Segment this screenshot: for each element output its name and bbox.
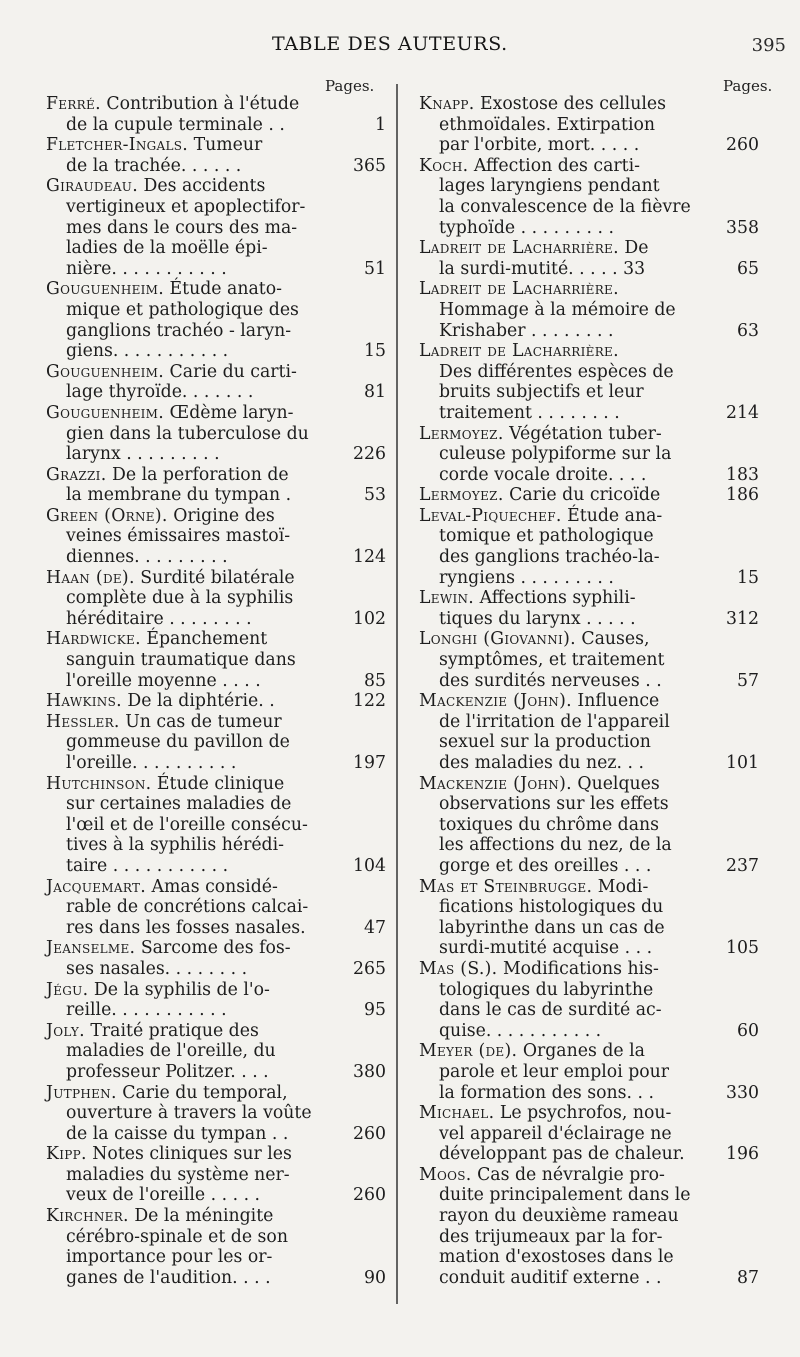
entry-title-start: Affections syphili-	[474, 588, 636, 609]
author-name: Michael.	[419, 1103, 495, 1124]
entry-page-number: 226	[353, 444, 386, 465]
index-entry	[46, 465, 386, 506]
entry-line: maladies du système ner-	[66, 1164, 290, 1185]
index-entry	[46, 94, 386, 135]
entry-line: taire . . . . . . . . . . .	[66, 855, 229, 876]
entry-line: parole et leur emploi pour	[439, 1061, 670, 1082]
entry-line: res dans les fosses nasales.	[66, 917, 306, 938]
entry-line: vertigineux et apoplectifor-	[66, 196, 306, 217]
entry-line: rable de concrétions calcai-	[66, 897, 309, 918]
entry-line: vel appareil d'éclairage ne	[439, 1123, 672, 1144]
author-name: Leval-Piquechef.	[419, 505, 562, 526]
entry-page-number: 260	[353, 1123, 386, 1144]
entry-line: professeur Politzer. . . .	[66, 1061, 269, 1082]
entry-line: reille. . . . . . . . . . .	[66, 1000, 227, 1021]
entry-page-number: 183	[726, 464, 759, 485]
entry-line	[46, 465, 386, 486]
index-entry	[46, 1021, 386, 1083]
entry-line: ganglions trachéo - laryn-	[66, 320, 292, 341]
entry-title-start: Végétation tuber-	[503, 423, 662, 444]
author-name: Lermoyez.	[419, 485, 504, 506]
entry-line	[46, 938, 386, 959]
entry-text	[46, 568, 386, 630]
entry-line: duite principalement dans le	[439, 1185, 691, 1206]
entry-page-number: 104	[353, 855, 386, 876]
entry-line	[419, 691, 759, 712]
entry-line	[419, 1103, 759, 1124]
entry-line: nière. . . . . . . . . . .	[66, 258, 227, 279]
entry-page-number: 47	[364, 917, 386, 938]
entry-line: ouverture à travers la voûte	[66, 1103, 312, 1124]
entry-line: par l'orbite, mort. . . . .	[439, 135, 640, 156]
entry-page-number: 237	[726, 855, 759, 876]
author-name: Green (Orne).	[46, 505, 168, 526]
entry-line	[419, 424, 759, 445]
entry-title-start: Notes cliniques sur les	[86, 1144, 292, 1165]
index-entry	[46, 1206, 386, 1288]
entry-title-start: De la diphtérie. .	[121, 691, 275, 712]
entry-page-number: 90	[364, 1267, 386, 1288]
entry-line: bruits subjectifs et leur	[439, 382, 644, 403]
entry-title-start: Œdème laryn-	[164, 402, 294, 423]
entry-line: les affections du nez, de la	[439, 835, 672, 856]
entry-line: l'oreille. . . . . . . . . .	[66, 753, 237, 773]
author-name: Knapp.	[419, 94, 475, 114]
entry-title-start: De la syphilis de l'o-	[88, 979, 270, 1000]
entry-line	[419, 1041, 759, 1062]
index-entry	[46, 135, 386, 176]
entry-line: larynx . . . . . . . . .	[66, 444, 220, 465]
entry-line: sanguin traumatique dans	[66, 650, 296, 671]
index-entry	[419, 424, 759, 486]
entry-title-start: Modi-	[592, 876, 649, 897]
entry-title-start: Étude anato-	[164, 279, 282, 300]
entry-line	[419, 506, 759, 527]
entry-line: quise. . . . . . . . . . .	[439, 1020, 602, 1041]
entry-title-start: De	[618, 238, 649, 259]
entry-text	[46, 774, 386, 877]
author-name: Kirchner.	[46, 1206, 129, 1227]
entry-page-number: 60	[737, 1020, 759, 1041]
entry-title-start: Quelques	[571, 773, 660, 794]
entry-line: veines émissaires mastoï-	[66, 526, 291, 547]
entry-line	[419, 156, 759, 177]
entry-line: Krishaber . . . . . . . .	[439, 320, 614, 341]
entry-line: toxiques du chrôme dans	[439, 814, 660, 835]
entry-line	[419, 629, 759, 650]
entry-title-start: Carie du carti-	[164, 361, 297, 382]
entry-line	[46, 629, 386, 650]
author-name: Ladreit de Lacharrière.	[419, 238, 619, 259]
entry-title-start: Épanchement	[140, 629, 268, 650]
entry-line: gommeuse du pavillon de	[66, 732, 290, 753]
entry-line: observations sur les effets	[439, 794, 669, 815]
entry-line: Des différentes espèces de	[439, 361, 674, 382]
entry-line	[46, 774, 386, 795]
index-entry	[46, 938, 386, 979]
author-name: Gouguenheim.	[46, 361, 165, 382]
entry-line: ganes de l'audition. . . .	[66, 1267, 271, 1288]
entry-line: ses nasales. . . . . . . .	[66, 958, 248, 979]
entry-line	[46, 135, 386, 156]
entry-line: la formation des sons. . .	[439, 1082, 654, 1103]
entry-page-number: 53	[364, 485, 386, 506]
author-name: Jacquemart.	[46, 876, 147, 897]
index-entry	[419, 588, 759, 629]
entry-text	[46, 712, 386, 774]
author-name: Jutphen.	[46, 1082, 117, 1103]
entry-page-number: 260	[726, 135, 759, 156]
page-header	[0, 33, 800, 65]
entry-text	[46, 980, 386, 1021]
entry-line: de l'irritation de l'appareil	[439, 711, 670, 732]
index-entry	[419, 341, 759, 423]
entry-title-start: Cas de névralgie pro-	[471, 1164, 665, 1185]
entry-page-number: 87	[737, 1267, 759, 1288]
entry-line: l'oreille moyenne . . . .	[66, 670, 261, 691]
index-entry	[46, 506, 386, 568]
entry-page-number: 15	[737, 567, 759, 588]
author-name: Grazzi.	[46, 464, 107, 485]
author-name: Longhi (Giovanni).	[419, 629, 576, 650]
entry-text	[46, 94, 386, 135]
entry-line	[46, 362, 386, 383]
index-entry	[419, 1103, 759, 1165]
index-entry	[419, 959, 759, 1041]
entry-text	[46, 629, 386, 691]
index-entry	[46, 176, 386, 279]
author-name: Fletcher-Ingals.	[46, 135, 189, 156]
index-entry	[46, 403, 386, 465]
entry-text	[46, 279, 386, 361]
entry-line: tiques du larynx . . . . .	[439, 608, 636, 629]
column-divider	[396, 84, 398, 1304]
entry-text	[46, 1144, 386, 1206]
author-name: Jeanselme.	[46, 938, 136, 959]
author-name: Mackenzie (John).	[419, 773, 572, 794]
entry-line: Hommage à la mémoire de	[439, 299, 676, 320]
entry-page-number: 260	[353, 1185, 386, 1206]
entry-text	[46, 877, 386, 939]
author-name: Giraudeau.	[46, 176, 139, 197]
entry-line: des trijumeaux par la for-	[439, 1226, 663, 1247]
entry-line: des maladies du nez. . .	[439, 753, 644, 773]
entry-text	[46, 938, 386, 979]
entry-page-number: 102	[353, 608, 386, 629]
entry-text	[46, 465, 386, 506]
entry-title-start: Causes,	[575, 629, 650, 650]
entry-page-number: 63	[737, 320, 759, 341]
entry-line: des ganglions trachéo-la-	[439, 547, 660, 568]
entry-line	[46, 506, 386, 527]
author-name: Hutchinson.	[46, 773, 152, 794]
entry-page-number: 380	[353, 1061, 386, 1082]
index-entry	[46, 568, 386, 630]
entry-line	[46, 403, 386, 424]
entry-line	[46, 1144, 386, 1165]
entry-line	[419, 588, 759, 609]
entry-title-start: Surdité bilatérale	[134, 567, 295, 588]
author-name: Hawkins.	[46, 691, 122, 712]
entry-line	[419, 341, 759, 362]
entry-line: importance pour les or-	[66, 1247, 273, 1268]
entry-page-number: 122	[353, 691, 386, 712]
entry-line: de la cupule terminale . .	[66, 114, 285, 135]
entry-title-start: Origine des	[167, 505, 275, 526]
author-name: Haan (de).	[46, 567, 135, 588]
index-entry	[419, 485, 759, 506]
author-name: Hessler.	[46, 711, 120, 732]
entry-page-number: 65	[737, 258, 759, 279]
entry-text	[46, 506, 386, 568]
entry-page-number: 214	[726, 402, 759, 423]
entry-line: de la caisse du tympan . .	[66, 1123, 289, 1144]
entry-title-start: Carie du cricoïde	[503, 485, 661, 506]
author-name: Moos.	[419, 1164, 472, 1185]
author-name: Joly.	[46, 1020, 85, 1041]
entry-title-start: Organes de la	[517, 1041, 645, 1062]
entry-line	[46, 712, 386, 733]
index-entry	[46, 774, 386, 877]
entry-line: la convalescence de la fièvre	[439, 196, 691, 217]
entry-title-start: De la perforation de	[106, 464, 289, 485]
entry-line	[46, 568, 386, 589]
entry-line	[419, 959, 759, 980]
entry-line: symptômes, et traitement	[439, 650, 665, 671]
left-column-heading: Pages.	[325, 77, 375, 95]
index-entry	[419, 238, 759, 279]
entry-title-start: Amas considé-	[146, 876, 278, 897]
entry-text	[46, 176, 386, 279]
entry-line: tives à la syphilis hérédi-	[66, 835, 284, 856]
entry-line	[46, 279, 386, 300]
entry-line: des surdités nerveuses . .	[439, 670, 662, 691]
entry-title-start: Traité pratique des	[84, 1020, 259, 1041]
entry-line: mique et pathologique des	[66, 299, 299, 320]
entry-line: gien dans la tuberculose du	[66, 423, 309, 444]
index-entry	[46, 712, 386, 774]
author-name: Ladreit de Lacharrière.	[419, 279, 619, 300]
entry-line: dans le cas de surdité ac-	[439, 1000, 662, 1021]
entry-title-start: Affection des carti-	[468, 155, 640, 176]
entry-line: tologiques du labyrinthe	[439, 979, 654, 1000]
entry-line: mes dans le cours des ma-	[66, 217, 298, 238]
author-name: Hardwicke.	[46, 629, 141, 650]
entry-line: cérébro-spinale et de son	[66, 1226, 288, 1247]
entry-title-start: Étude ana-	[561, 505, 663, 526]
entry-line: lage thyroïde. . . . . . .	[66, 382, 254, 403]
entry-page-number: 312	[726, 608, 759, 629]
entry-line	[419, 279, 759, 300]
index-entry	[46, 362, 386, 403]
index-entry	[46, 1083, 386, 1145]
author-name: Mas (S.).	[419, 958, 498, 979]
entry-line	[46, 94, 386, 115]
author-name: Gouguenheim.	[46, 402, 165, 423]
entry-title-start: Un cas de tumeur	[119, 711, 282, 732]
entry-title-start: Carie du temporal,	[116, 1082, 288, 1103]
author-name: Lewin.	[419, 588, 475, 609]
author-name: Ferré.	[46, 94, 101, 114]
index-entry	[46, 279, 386, 361]
entry-page-number: 197	[353, 753, 386, 773]
index-entry	[419, 774, 759, 877]
entry-line: héréditaire . . . . . . . .	[66, 608, 252, 629]
entry-title-start: Contribution à l'étude	[100, 94, 300, 114]
index-entry	[46, 629, 386, 691]
index-entry	[419, 94, 759, 156]
index-entry	[419, 629, 759, 691]
entry-page-number: 105	[726, 938, 759, 959]
entry-line	[419, 774, 759, 795]
entry-page-number: 51	[364, 258, 386, 279]
entry-line	[419, 238, 759, 259]
entry-line: labyrinthe dans un cas de	[439, 917, 665, 938]
entry-line	[419, 877, 759, 898]
entry-line: complète due à la syphilis	[66, 588, 294, 609]
entry-line: la surdi-mutité. . . . . 33	[439, 258, 646, 279]
entry-line: ryngiens . . . . . . . . .	[439, 567, 614, 588]
entry-text	[46, 1083, 386, 1145]
entry-page-number: 186	[726, 485, 759, 506]
entry-text	[46, 362, 386, 403]
right-column	[419, 94, 759, 1288]
entry-title-start: Sarcome des fos-	[135, 938, 291, 959]
entry-line	[419, 1165, 759, 1186]
entry-title-start: De la méningite	[128, 1206, 274, 1227]
entry-text	[46, 1021, 386, 1083]
entry-page-number: 15	[364, 341, 386, 362]
entry-page-number: 358	[726, 217, 759, 238]
entry-line: mation d'exostoses dans le	[439, 1247, 674, 1268]
index-entry	[46, 877, 386, 939]
author-name: Koch.	[419, 155, 469, 176]
index-entry	[419, 1041, 759, 1103]
entry-text	[46, 1206, 386, 1288]
entry-page-number: 57	[737, 670, 759, 691]
entry-text	[46, 403, 386, 465]
entry-page-number: 124	[353, 547, 386, 568]
entry-text	[46, 135, 386, 176]
author-name: Kipp.	[46, 1144, 87, 1165]
entry-line: gorge et des oreilles . . .	[439, 855, 652, 876]
entry-page-number: 196	[726, 1144, 759, 1165]
author-name: Mackenzie (John).	[419, 691, 572, 712]
entry-title-start: Modifications his-	[497, 958, 659, 979]
entry-line: tomique et pathologique	[439, 526, 654, 547]
entry-line: veux de l'oreille . . . . .	[66, 1185, 261, 1206]
entry-line	[46, 1206, 386, 1227]
entry-line: développant pas de chaleur.	[439, 1144, 685, 1165]
index-entry	[419, 1165, 759, 1289]
entry-title-start: Tumeur	[188, 135, 263, 156]
entry-title-start: Le psychrofos, nou-	[494, 1103, 672, 1124]
entry-line: giens. . . . . . . . . . .	[66, 341, 229, 362]
entry-line: typhoïde . . . . . . . . .	[439, 217, 614, 238]
entry-line	[46, 176, 386, 197]
entry-title-start: Influence	[571, 691, 660, 712]
entry-page-number: 85	[364, 670, 386, 691]
index-entry	[46, 1144, 386, 1206]
entry-line	[46, 691, 386, 712]
index-entry	[419, 279, 759, 341]
author-name: Meyer (de).	[419, 1041, 518, 1062]
entry-page-number: 101	[726, 753, 759, 773]
index-entry	[46, 980, 386, 1021]
entry-line: diennes. . . . . . . . .	[66, 547, 228, 568]
entry-title-start: Des accidents	[138, 176, 266, 197]
left-column	[46, 94, 386, 1288]
entry-line: ethmoïdales. Extirpation	[439, 114, 656, 135]
index-entry	[419, 877, 759, 959]
entry-line: conduit auditif externe . .	[439, 1267, 662, 1288]
entry-line	[46, 1083, 386, 1104]
entry-page-number: 95	[364, 1000, 386, 1021]
entry-text	[46, 691, 386, 712]
entry-line: de la trachée. . . . . .	[66, 155, 242, 176]
index-entry	[419, 506, 759, 588]
page-number: 395	[751, 35, 786, 56]
entry-page-number: 81	[364, 382, 386, 403]
page-title: TABLE DES AUTEURS.	[272, 33, 508, 55]
entry-line: l'œil et de l'oreille consécu-	[66, 814, 308, 835]
index-entry	[419, 691, 759, 773]
entry-line: traitement . . . . . . . .	[439, 402, 620, 423]
entry-title-start: Exostose des cellules	[474, 94, 666, 114]
entry-line	[419, 94, 759, 115]
index-entry	[419, 156, 759, 238]
entry-page-number: 265	[353, 958, 386, 979]
entry-line: lages laryngiens pendant	[439, 176, 660, 197]
entry-line: ladies de la moëlle épi-	[66, 238, 268, 259]
author-name: Mas et Steinbrugge.	[419, 876, 593, 897]
entry-line	[46, 1021, 386, 1042]
entry-line: rayon du deuxième rameau	[439, 1206, 679, 1227]
entry-line: sur certaines maladies de	[66, 794, 292, 815]
author-name: Lermoyez.	[419, 423, 504, 444]
entry-page-number: 365	[353, 155, 386, 176]
index-entry	[46, 691, 386, 712]
entry-line: culeuse polypiforme sur la	[439, 444, 672, 465]
entry-line: surdi-mutité acquise . . .	[439, 938, 653, 959]
entry-title-start: Étude clinique	[151, 773, 285, 794]
entry-page-number: 330	[726, 1082, 759, 1103]
entry-line: la membrane du tympan .	[66, 485, 292, 506]
entry-line	[46, 877, 386, 898]
entry-line: fications histologiques du	[439, 897, 664, 918]
entry-page-number: 1	[375, 114, 386, 135]
author-name: Jégu.	[46, 979, 89, 1000]
entry-line: corde vocale droite. . . .	[439, 464, 647, 485]
right-column-heading: Pages.	[723, 77, 773, 95]
entry-line	[46, 980, 386, 1001]
author-name: Ladreit de Lacharrière.	[419, 341, 619, 362]
entry-line: sexuel sur la production	[439, 732, 651, 753]
author-name: Gouguenheim.	[46, 279, 165, 300]
entry-line: maladies de l'oreille, du	[66, 1041, 276, 1062]
